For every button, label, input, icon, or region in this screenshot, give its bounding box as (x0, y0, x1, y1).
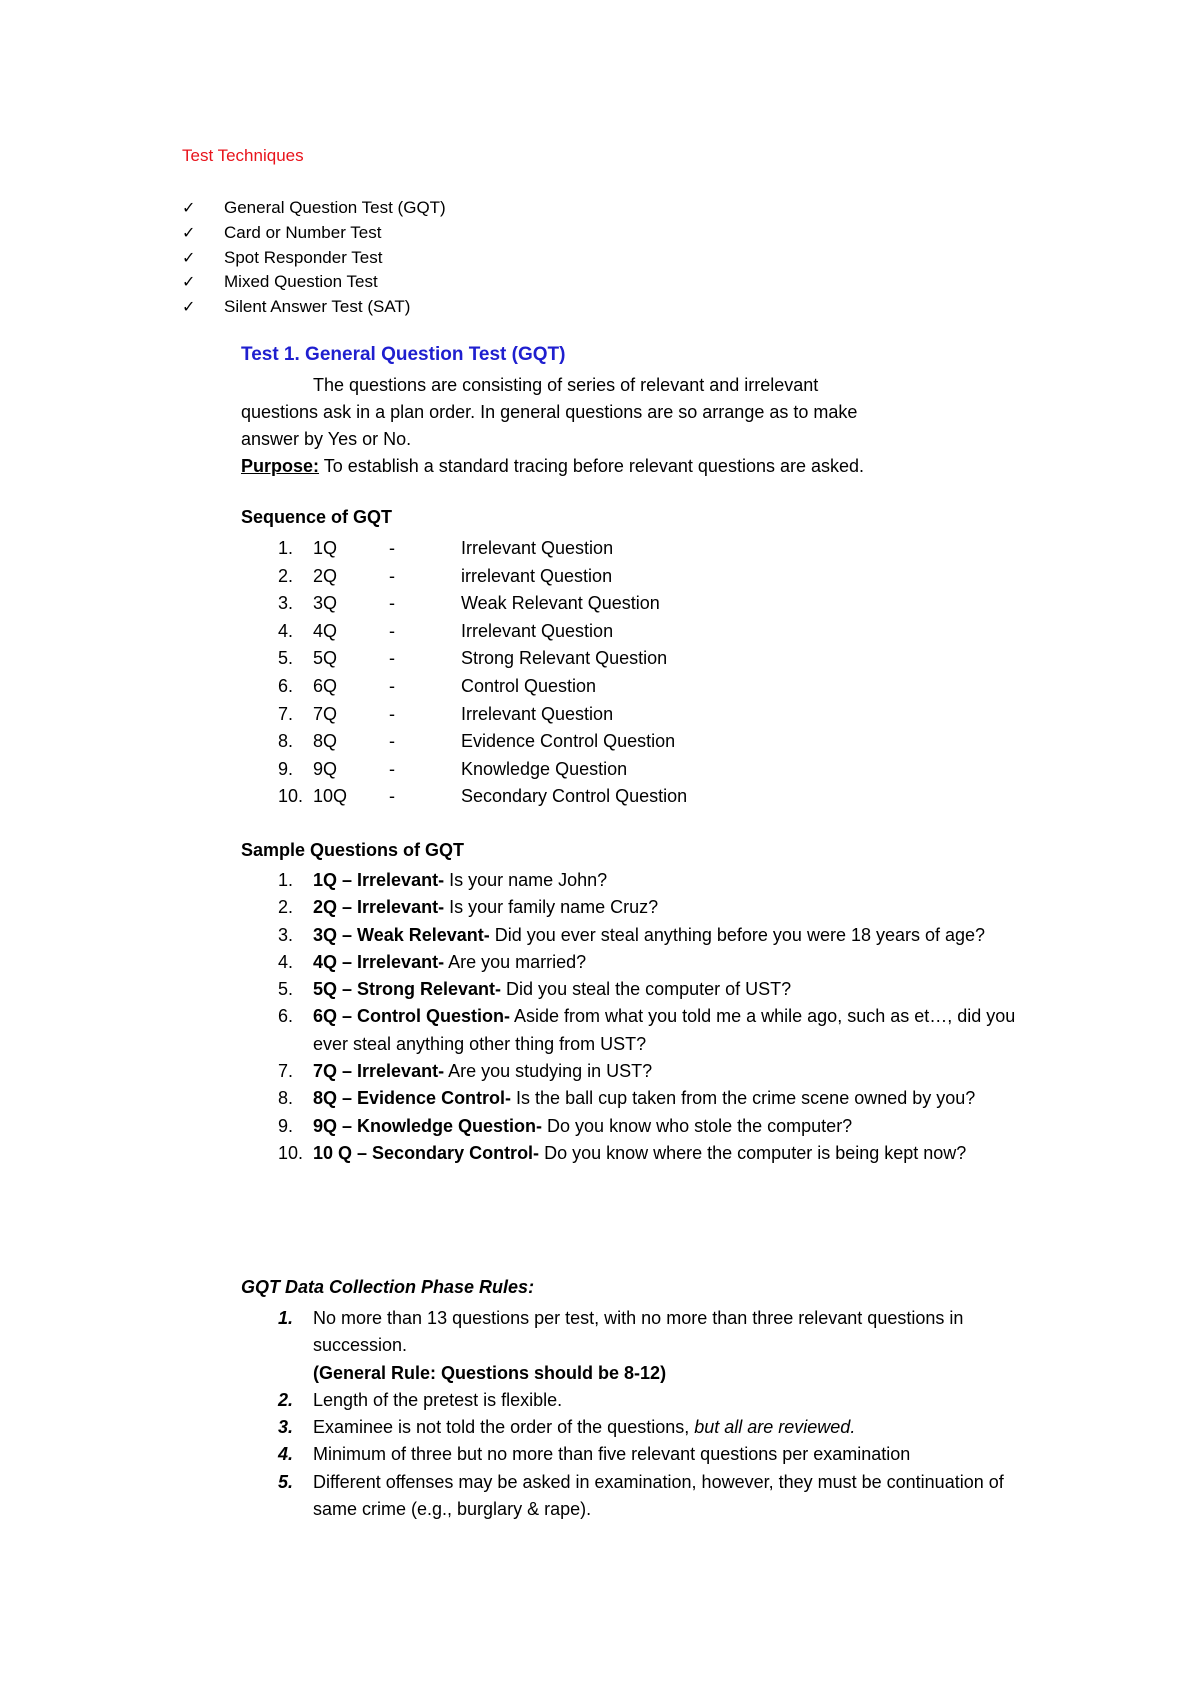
item-number: 1. (278, 538, 294, 558)
item-description: Knowledge Question (461, 758, 628, 779)
rule-text: Different offenses may be asked in examination, however, they must be continuation of same crime (e.g., burglary & rape). (313, 1471, 1004, 1520)
item-code: 9Q (313, 758, 338, 779)
question-type: 7Q – Irrelevant- (313, 1061, 445, 1082)
item-number: 2. (278, 897, 294, 918)
item-number: 5. (278, 1471, 294, 1492)
checkmark-icon: ✓ (182, 247, 196, 267)
rule-text: No more than 13 questions per test, with no more than three relevant questions in succession. (313, 1308, 964, 1356)
checkmark-icon: ✓ (182, 222, 196, 242)
item-number: 4. (278, 620, 294, 641)
rule-text: Examinee is not told the order of the questions, (313, 1417, 695, 1438)
purpose-text: To establish a standard tracing before relevant questions are asked. (319, 456, 865, 476)
paragraph-text: The questions are consisting of series of relevant and irrelevant (313, 375, 819, 395)
item-number: 4. (278, 1444, 294, 1465)
list-item (241, 1058, 1041, 1085)
item-code: 2Q (313, 565, 338, 586)
checkmark-icon: ✓ (182, 272, 196, 292)
item-dash: - (389, 703, 395, 724)
checkmark-icon: ✓ (182, 297, 196, 317)
checklist-item-label: Card or Number Test (224, 222, 382, 242)
question-type: 5Q – Strong Relevant- (313, 979, 502, 1000)
item-dash: - (389, 648, 395, 669)
item-description: Irrelevant Question (461, 703, 614, 724)
item-description: Evidence Control Question (461, 731, 676, 752)
item-number: 10. (278, 1142, 304, 1163)
list-item (241, 1085, 1041, 1112)
item-number: 8. (278, 731, 294, 752)
rule-emphasis: but all are reviewed. (694, 1417, 856, 1438)
list-item (241, 1387, 1041, 1414)
item-description: irrelevant Question (461, 565, 613, 586)
item-code: 8Q (313, 731, 338, 752)
test1-heading: Test 1. General Question Test (GQT) (241, 344, 566, 365)
rule-note: (General Rule: Questions should be 8-12) (313, 1362, 667, 1383)
item-number: 1. (278, 1308, 294, 1328)
question-text: Did you steal the computer of UST? (501, 979, 792, 1000)
item-description: Irrelevant Question (461, 538, 614, 558)
list-item (241, 1441, 1041, 1468)
item-code: 6Q (313, 675, 338, 696)
question-type: 8Q – Evidence Control- (313, 1088, 512, 1109)
samples-list (241, 867, 1041, 1167)
item-code: 3Q (313, 593, 338, 614)
checkmark-icon: ✓ (182, 198, 196, 217)
item-dash: - (389, 620, 395, 641)
list-item (241, 867, 1041, 894)
item-number: 7. (278, 1061, 294, 1082)
question-text: Do you know where the computer is being kept now? (539, 1142, 967, 1163)
checklist-item-label: General Question Test (GQT) (224, 198, 446, 217)
test1-paragraph-line (241, 372, 961, 399)
item-dash: - (389, 675, 395, 696)
list-item (241, 1469, 1041, 1524)
item-number: 9. (278, 1115, 294, 1136)
list-item (241, 949, 1041, 976)
question-text: Did you ever steal anything before you were 18 years of age? (489, 924, 986, 945)
item-number: 3. (278, 1417, 294, 1438)
item-number: 1. (278, 870, 294, 890)
test1-paragraph-line: questions ask in a plan order. In general questions are so arrange as to make (241, 402, 858, 422)
item-number: 7. (278, 703, 294, 724)
question-text: Is your family name Cruz? (444, 897, 659, 918)
item-number: 2. (278, 565, 294, 586)
item-description: Strong Relevant Question (461, 648, 668, 669)
item-number: 5. (278, 979, 294, 1000)
item-dash: - (389, 758, 395, 779)
document-title: Test Techniques (182, 146, 304, 165)
list-item (241, 1414, 1041, 1441)
item-dash: - (389, 565, 395, 586)
rules-list (241, 1305, 1041, 1523)
item-number: 4. (278, 951, 294, 972)
item-number: 2. (278, 1389, 294, 1410)
list-item (241, 1003, 1041, 1058)
purpose-line (241, 453, 961, 480)
item-number: 6. (278, 1006, 294, 1027)
item-code: 1Q (313, 538, 338, 558)
question-text: Is your name John? (444, 870, 608, 890)
question-type: 1Q – Irrelevant- (313, 870, 445, 890)
list-item (241, 1140, 1041, 1167)
list-item (241, 922, 1041, 949)
list-item (241, 976, 1041, 1003)
purpose-label: Purpose: (241, 456, 320, 476)
item-description: Control Question (461, 675, 597, 696)
item-code: 7Q (313, 703, 338, 724)
question-type: 4Q – Irrelevant- (313, 951, 445, 972)
test1-paragraph-line: answer by Yes or No. (241, 429, 412, 449)
item-dash: - (389, 731, 395, 752)
item-number: 8. (278, 1088, 294, 1109)
samples-heading: Sample Questions of GQT (241, 840, 465, 860)
list-item (241, 1113, 1041, 1140)
list-item (241, 1305, 1041, 1387)
question-text: Aside from what you told me a while ago, such as et…, did you ever steal anything other thing from UST? (313, 1006, 1016, 1054)
question-text: Is the ball cup taken from the crime scene owned by you? (511, 1088, 976, 1109)
item-description: Secondary Control Question (461, 786, 688, 807)
question-text: Do you know who stole the computer? (542, 1115, 853, 1136)
item-number: 9. (278, 758, 294, 779)
rule-text: Length of the pretest is flexible. (313, 1389, 563, 1410)
item-number: 3. (278, 924, 294, 945)
list-item (241, 894, 1041, 921)
item-number: 10. (278, 786, 304, 807)
item-code: 10Q (313, 786, 348, 807)
checklist-item-label: Silent Answer Test (SAT) (224, 297, 411, 317)
item-dash: - (389, 593, 395, 614)
item-number: 5. (278, 648, 294, 669)
item-description: Irrelevant Question (461, 620, 614, 641)
item-code: 5Q (313, 648, 338, 669)
question-type: 10 Q – Secondary Control- (313, 1142, 540, 1163)
rule-text: Minimum of three but no more than five relevant questions per examination (313, 1444, 911, 1465)
item-number: 6. (278, 675, 294, 696)
question-text: Are you studying in UST? (444, 1061, 653, 1082)
question-type: 9Q – Knowledge Question- (313, 1115, 543, 1136)
question-type: 6Q – Control Question- (313, 1006, 511, 1027)
item-description: Weak Relevant Question (461, 593, 660, 614)
checklist-item-label: Mixed Question Test (224, 272, 378, 292)
sequence-heading: Sequence of GQT (241, 507, 393, 527)
question-type: 2Q – Irrelevant- (313, 897, 445, 918)
item-dash: - (389, 538, 395, 558)
question-type: 3Q – Weak Relevant- (313, 924, 490, 945)
item-dash: - (389, 786, 395, 807)
checklist-item-label: Spot Responder Test (224, 247, 383, 267)
item-number: 3. (278, 593, 294, 614)
rules-heading: GQT Data Collection Phase Rules: (241, 1277, 535, 1297)
question-text: Are you married? (444, 951, 587, 972)
item-code: 4Q (313, 620, 338, 641)
